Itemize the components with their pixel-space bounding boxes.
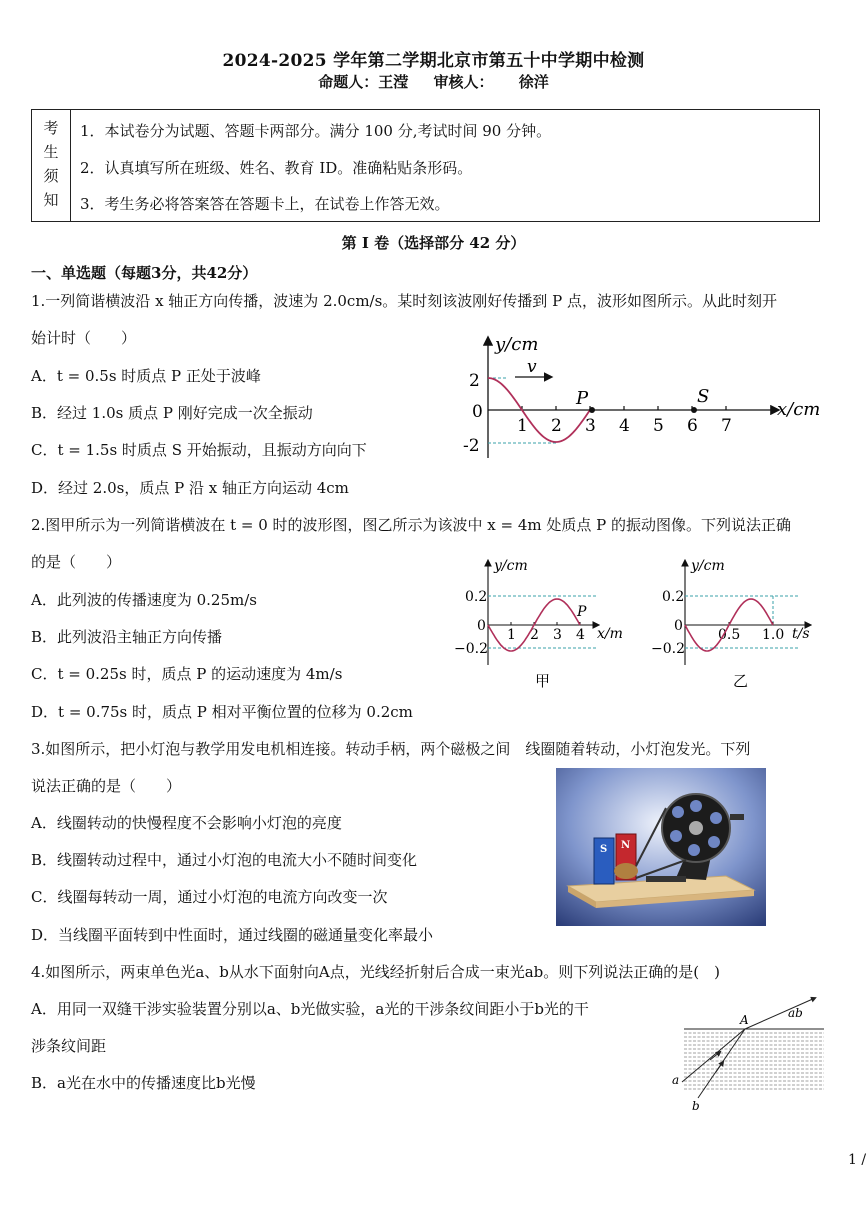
point-a-label: A [740,1013,749,1027]
notice-head-char: 考 [43,119,59,137]
page-number: 1 / [848,1152,867,1168]
q1-stem-cont: 始计时（ ） [31,329,137,347]
y-tick-label: −0.2 [454,641,488,657]
ray-a-label: a [672,1073,680,1087]
q4-option-a: A．用同一双缝干涉实验装置分别以a、b光做实验，a光的干涉条纹间距小于b光的干 [31,1000,589,1018]
q2-figure-jia [450,553,630,693]
reviewer-name: 徐洋 [518,73,549,91]
point-p-label: P [576,388,589,409]
water-region [684,1033,824,1089]
point-p-dot [589,407,595,413]
q3-option-d: D．当线圈平面转到中性面时，通过线圈的磁通量变化率最小 [31,926,434,944]
notice-item: 3．考生务必将答案答在答题卡上，在试卷上作答无效。 [80,195,450,213]
q2-figure-yi [650,553,830,693]
ray-ab [745,998,815,1029]
figure-caption: 乙 [733,672,749,690]
notice-head-char: 知 [43,191,59,209]
exam-authors [0,71,867,92]
crank-handle [730,814,744,820]
x-axis-label: t/s [792,626,810,642]
notice-heading [32,110,71,221]
x-tick-label: 4 [619,416,630,436]
svg-text:S: S [600,844,608,855]
y-axis-label: y/cm [495,334,539,355]
ray-b-label: b [692,1099,700,1113]
x-axis-label: x/cm [777,399,821,420]
q2-option-d: D．t = 0.75s 时，质点 P 相对平衡位置的位移为 0.2cm [31,703,413,721]
generator-photo [556,768,766,926]
point-p-label: P [577,604,587,620]
q4-option-a-cont: 涉条纹间距 [31,1037,107,1055]
x-tick-label: 1 [507,627,516,643]
velocity-label: v [527,357,537,377]
q3-option-c: C．线圈每转动一周，通过小灯泡的电流方向改变一次 [31,888,388,906]
x-tick-label: 6 [687,416,698,436]
author-label: 命题人：王滢 [318,73,409,91]
q1-wave-figure [455,330,835,465]
x-tick-label: 2 [530,627,539,643]
q2-stem-cont: 的是（ ） [31,553,122,571]
x-tick-label: 4 [576,627,585,643]
y-tick-label: -2 [463,436,480,456]
q1-option-b: B．经过 1.0s 质点 P 刚好完成一次全振动 [31,404,313,422]
q1-option-d: D．经过 2.0s，质点 P 沿 x 轴正方向运动 4cm [31,479,349,497]
notice-item: 2．认真填写所在班级、姓名、教育 ID。准确粘贴条形码。 [80,159,473,177]
coil [614,863,638,879]
q3-stem-cont: 说法正确的是（ ） [31,777,182,795]
q4-option-b: B．a光在水中的传播速度比b光慢 [31,1074,256,1092]
x-tick-label: 1.0 [762,627,785,643]
x-axis-label: x/m [597,626,623,642]
reviewer-label: 审核人： [433,73,494,91]
point-s-label: S [697,386,710,407]
section-title: 第 I 卷（选择部分 42 分） [341,234,526,252]
y-axis-label: y/cm [691,558,725,574]
svg-text:N: N [621,840,631,851]
q3-stem: 3.如图所示，把小灯泡与教学用发电机相连接。转动手柄，两个磁极之间 线圈随着转动，小灯泡发光。下列 [31,740,751,758]
notice-box [31,109,820,222]
q2-option-a: A．此列波的传播速度为 0.25m/s [31,591,257,609]
q4-stem: 4.如图所示，两束单色光a、b从水下面射向A点，光线经折射后合成一束光ab。则下列说法正确的是( ) [31,963,720,981]
x-tick-label: 3 [585,416,596,436]
x-tick-label: 1 [517,416,528,436]
q3-option-a: A．线圈转动的快慢程度不会影响小灯泡的亮度 [31,814,342,832]
y-tick-label: 0.2 [465,589,488,605]
q3-option-b: B．线圈转动过程中，通过小灯泡的电流大小不随时间变化 [31,851,418,869]
y-tick-label: −0.2 [651,641,685,657]
q2-option-b: B．此列波沿主轴正方向传播 [31,628,223,646]
notice-head-char: 须 [43,167,59,185]
q4-refraction-figure [670,990,830,1115]
notice-head-char: 生 [43,143,59,161]
y-tick-label: 0 [472,402,483,422]
q1-stem: 1.一列简谐横波沿 x 轴正方向传播，波速为 2.0cm/s。某时刻该波刚好传播到 P 点，波形如图所示。从此时刻开 [31,292,777,310]
x-tick-label: 2 [551,416,562,436]
x-tick-label: 7 [721,416,732,436]
x-tick-label: 5 [653,416,664,436]
y-tick-label: 0 [674,618,683,634]
y-tick-label: 0 [477,618,486,634]
y-axis-label: y/cm [494,558,528,574]
q2-option-c: C．t = 0.25s 时，质点 P 的运动速度为 4m/s [31,665,343,683]
y-tick-label: 2 [469,371,480,391]
part-title: 一、单选题（每题3分，共42分） [31,264,258,282]
ray-ab-label: ab [788,1006,803,1020]
q2-stem: 2.图甲所示为一列简谐横波在 t = 0 时的波形图，图乙所示为该波中 x = 4m 处质点 P 的振动图像。下列说法正确 [31,516,792,534]
point-s-dot [691,407,697,413]
y-tick-label: 0.2 [662,589,685,605]
notice-item: 1．本试卷分为试题、答题卡两部分。满分 100 分,考试时间 90 分钟。 [80,122,552,140]
q1-option-c: C．t = 1.5s 时质点 S 开始振动，且振动方向向下 [31,441,367,459]
exam-title: 2024-2025 学年第二学期北京市第五十中学期中检测 [222,51,645,71]
figure-caption: 甲 [535,672,551,690]
q1-option-a: A．t = 0.5s 时质点 P 正处于波峰 [31,367,261,385]
x-tick-label: 0.5 [718,627,741,643]
x-tick-label: 3 [553,627,562,643]
